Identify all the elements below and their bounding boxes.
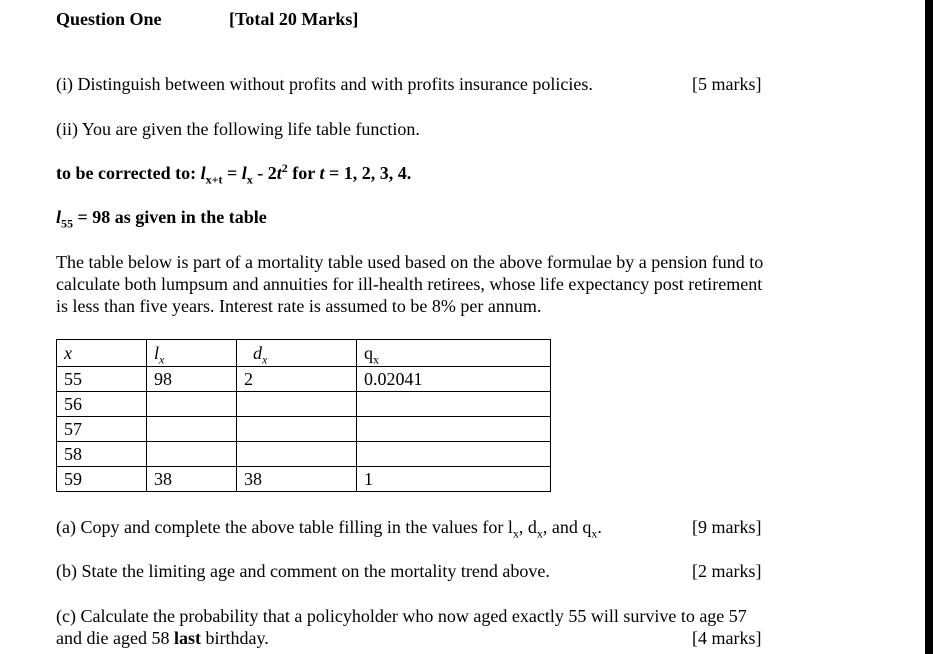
header-lx-sub: x: [159, 352, 165, 367]
part-c-marks: [4 marks]: [692, 628, 762, 648]
part-a-comma-2: , and q: [542, 517, 592, 537]
formula-for: for: [287, 163, 320, 183]
description-line-2: calculate both lumpsum and annuities for ill-health retirees, whose life expectancy post retirement: [56, 274, 763, 294]
cell-lx: [147, 392, 237, 417]
formula-t2: t: [319, 163, 325, 183]
cell-qx: [357, 392, 551, 417]
cell-lx: 38: [147, 467, 237, 492]
description-line-3: is less than five years. Interest rate is assumed to be 8% per annum.: [56, 296, 542, 316]
formula-exp: 2: [281, 161, 288, 175]
cell-qx: 0.02041: [357, 367, 551, 392]
formula-l: l: [200, 163, 206, 183]
header-dx: [237, 340, 357, 367]
cell-lx: [147, 417, 237, 442]
header-lx-l: l: [154, 342, 160, 363]
question-heading: [56, 8, 162, 30]
formula-values: = 1, 2, 3, 4.: [324, 163, 412, 183]
part-a-marks: [9 marks]: [692, 517, 762, 537]
given-l: l: [56, 207, 62, 227]
part-ii-text: (ii) You are given the following life table function.: [56, 119, 420, 139]
description-paragraph: [56, 251, 816, 317]
part-a-text: [56, 516, 602, 541]
mortality-table: [56, 339, 551, 492]
header-x: x: [57, 340, 147, 367]
header-qx: [357, 340, 551, 367]
table-row: [57, 367, 551, 392]
formula-t: t: [276, 163, 282, 183]
correction-prefix: to be corrected to:: [56, 163, 201, 183]
cell-x: 59: [57, 467, 147, 492]
part-a-end: .: [597, 517, 602, 537]
formula-sub-xt: x+t: [205, 172, 223, 187]
cell-dx: 38: [237, 467, 357, 492]
given-sub: 55: [61, 216, 74, 231]
cell-dx: [237, 392, 357, 417]
cell-x: 58: [57, 442, 147, 467]
part-b-text: (b) State the limiting age and comment on the mortality trend above.: [56, 561, 550, 581]
cell-dx: [237, 417, 357, 442]
cell-lx: 98: [147, 367, 237, 392]
header-qx-sub: x: [373, 352, 379, 367]
cell-qx: [357, 417, 551, 442]
total-marks: [Total 20 Marks]: [229, 9, 359, 29]
table-row: [57, 417, 551, 442]
header-lx: [147, 340, 237, 367]
part-a-sub-2: x: [536, 526, 543, 541]
formula-minus: - 2: [252, 163, 277, 183]
cell-dx: [237, 442, 357, 467]
formula-sub-x: x: [246, 172, 253, 187]
question-title: Question One: [56, 9, 162, 29]
part-a-comma-1: , d: [518, 517, 537, 537]
given-text: = 98 as given in the table: [73, 207, 267, 227]
cell-qx: 1: [357, 467, 551, 492]
given-l55: [56, 206, 267, 231]
part-a-sub-1: x: [512, 526, 519, 541]
part-c-bold-word: last: [173, 628, 201, 648]
part-i-marks: [5 marks]: [692, 74, 762, 94]
right-edge-bar: [925, 0, 933, 654]
cell-x: 55: [57, 367, 147, 392]
correction-formula: [56, 161, 412, 187]
formula-equals: =: [222, 163, 242, 183]
table-row: [57, 442, 551, 467]
description-line-1: The table below is part of a mortality table used based on the above formulae by a pension fund to: [56, 252, 764, 272]
part-c-line-1: (c) Calculate the probability that a policyholder who now aged exactly 55 will survive to age 57: [56, 606, 747, 626]
cell-x: 56: [57, 392, 147, 417]
header-dx-d: d: [253, 342, 262, 363]
part-a-main: (a) Copy and complete the above table filling in the values for l: [56, 517, 513, 537]
part-i-text: (i) Distinguish between without profits and with profits insurance policies.: [56, 74, 593, 94]
header-dx-sub: x: [262, 352, 268, 367]
part-a-sub-3: x: [591, 526, 598, 541]
part-c-line-2a: and die aged 58: [56, 628, 174, 648]
header-qx-q: q: [364, 342, 373, 363]
formula-l2: l: [241, 163, 247, 183]
cell-dx: 2: [237, 367, 357, 392]
cell-lx: [147, 442, 237, 467]
table-header-row: [57, 340, 551, 367]
table-row: [57, 467, 551, 492]
table-row: [57, 392, 551, 417]
cell-x: 57: [57, 417, 147, 442]
part-c-line-2: [56, 627, 269, 649]
cell-qx: [357, 442, 551, 467]
part-b-marks: [2 marks]: [692, 561, 762, 581]
part-c-line-2b: birthday.: [200, 628, 269, 648]
